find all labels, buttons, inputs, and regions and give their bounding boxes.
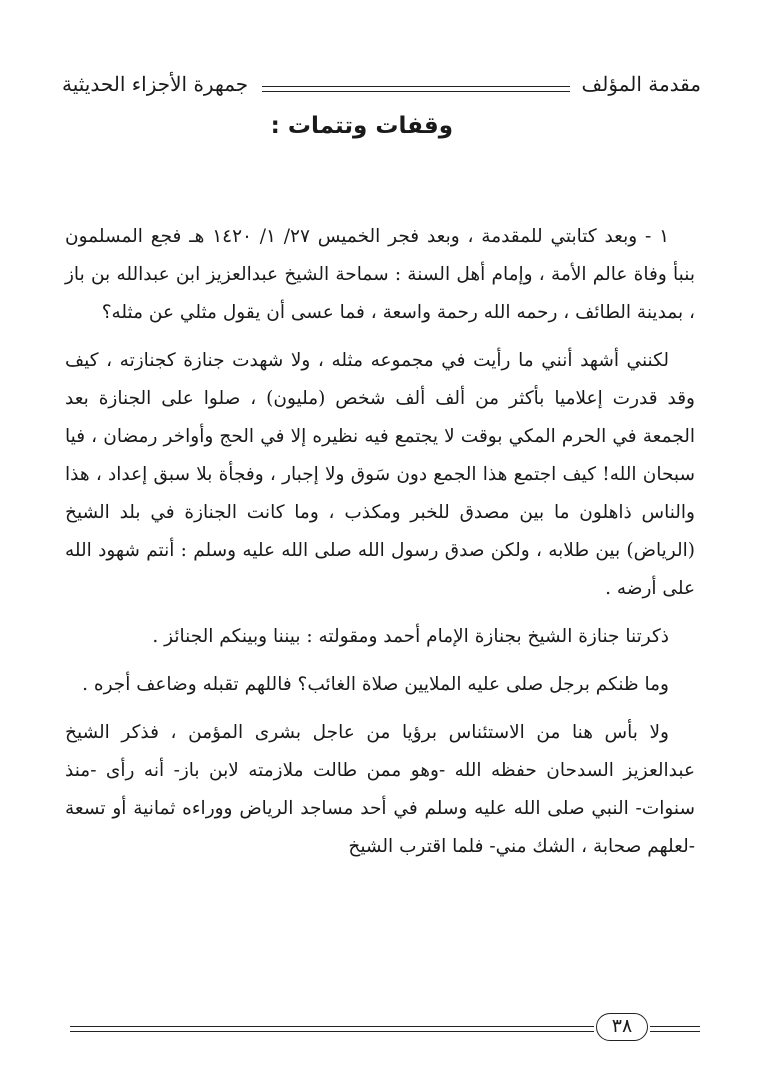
footer-divider-right bbox=[650, 1026, 700, 1032]
page-number-badge: ٣٨ bbox=[596, 1013, 648, 1041]
footer-divider-left bbox=[70, 1026, 594, 1032]
paragraph: ذكرتنا جنازة الشيخ بجنازة الإمام أحمد ومقولته : بيننا وبينكم الجنائز . bbox=[152, 626, 669, 647]
body-text bbox=[65, 218, 695, 866]
paragraph: وما ظنكم برجل صلى عليه الملايين صلاة الغائب؟ فاللهم تقبله وضاعف أجره . bbox=[82, 674, 669, 695]
paragraph: ولا بأس هنا من الاستئناس برؤيا من عاجل بشرى المؤمن ، فذكر الشيخ عبدالعزيز السدحان حفظه الله -وهو ممن طالت ملازمته لابن باز- أنه رأى -منذ سنوات- النبي صلى الله عليه وسلم في أحد مساجد الرياض ووراءه ثمانية أو تسعة -لعلهم صحابة ، الشك مني- فلما اقترب الشيخ bbox=[65, 722, 695, 857]
running-header-book-title: جمهرة الأجزاء الحديثية bbox=[62, 72, 249, 96]
running-header-chapter: مقدمة المؤلف bbox=[581, 72, 701, 96]
paragraph: لكنني أشهد أنني ما رأيت في مجموعه مثله ، ولا شهدت جنازة كجنازته ، كيف وقد قدرت إعلاميا بأكثر من ألف ألف شخص (مليون) ، صلوا على الجنازة بعد الجمعة في الحرم المكي بوقت لا يجتمع فيه نظيره إلا في الحج وأواخر رمضان ، فيا سبحان الله! كيف اجتمع هذا الجمع دون سَوق ولا إجبار ، وفجأة بلا سبق إعداد ، هذا والناس ذاهلون ما بين مصدق للخبر ومكذب ، وما كانت الجنازة في بلد الشيخ (الرياض) بين طلابه ، ولكن صدق رسول الله صلى الله عليه وسلم : أنتم شهود الله على أرضه . bbox=[65, 350, 695, 599]
header-divider bbox=[262, 86, 570, 92]
section-heading: وقفات وتتمات : bbox=[270, 113, 453, 139]
paragraph: ١ - وبعد كتابتي للمقدمة ، وبعد فجر الخميس ٢٧/ ١/ ١٤٢٠ هـ فجع المسلمون بنبأ وفاة عالم الأمة ، وإمام أهل السنة : سماحة الشيخ عبدالعزيز ابن عبدالله بن باز ، بمدينة الطائف ، رحمه الله رحمة واسعة ، فما عسى أن يقول مثلي عن مثله؟ bbox=[65, 226, 695, 323]
